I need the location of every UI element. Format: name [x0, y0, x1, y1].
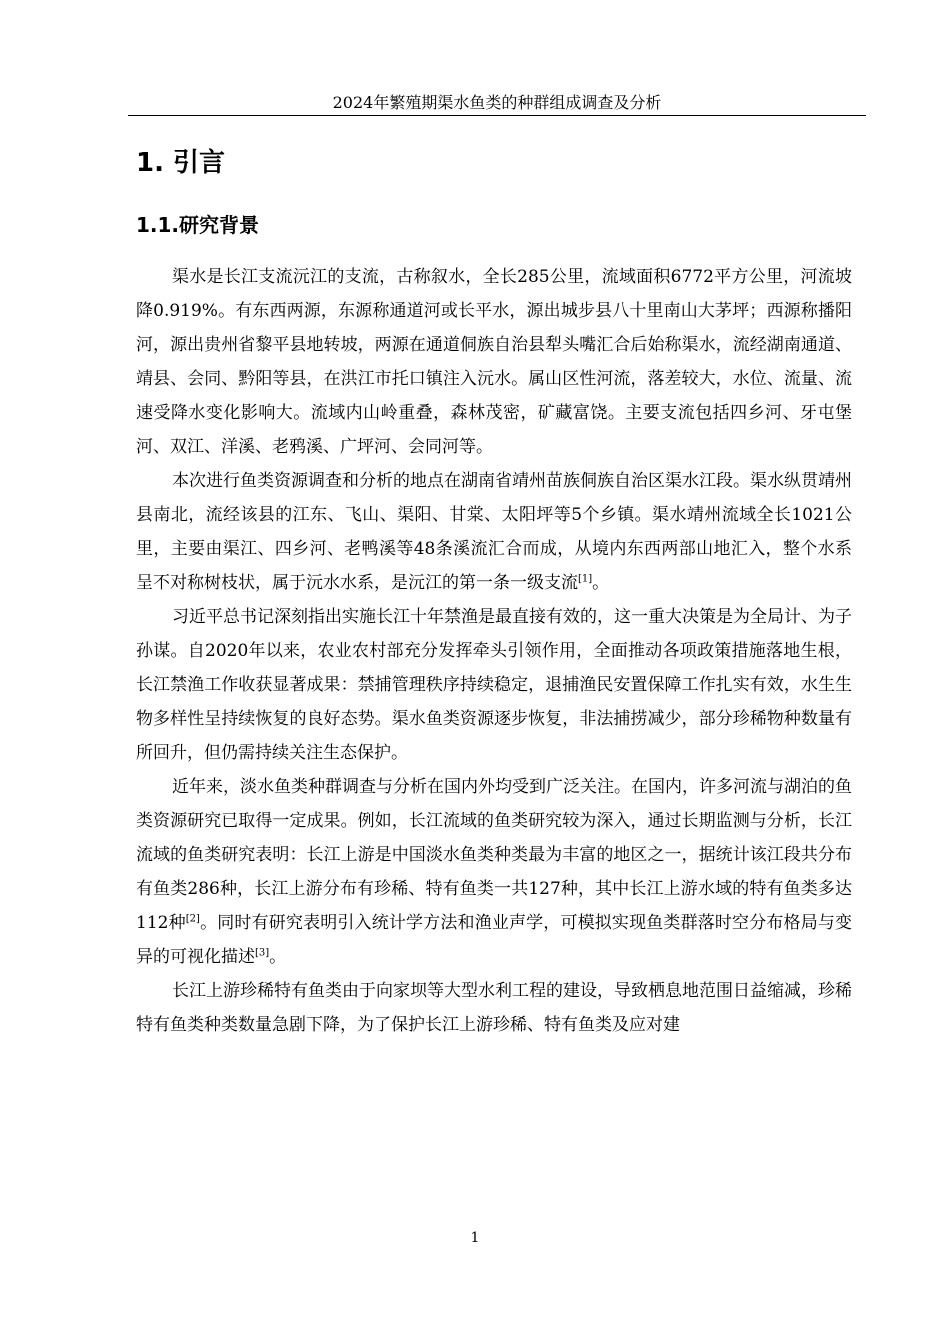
paragraph-text: 长江上游珍稀特有鱼类由于向家坝等大型水利工程的建设，导致栖息地范围日益缩减，珍稀特有鱼类种类数量急剧下降，为了保护长江上游珍稀、特有鱼类及应对建 [136, 981, 852, 1035]
page-number: 1 [470, 1230, 480, 1246]
header-rule [128, 115, 866, 116]
subsection-heading: 1.1.研究背景 [136, 213, 260, 237]
paragraph [136, 600, 852, 770]
paragraph [136, 260, 852, 464]
paragraph [136, 974, 852, 1042]
running-header-title: 2024年繁殖期渠水鱼类的种群组成调查及分析 [332, 93, 662, 112]
citation-ref: [3] [255, 947, 270, 959]
paragraph [136, 770, 852, 974]
section-heading: 1. 引言 [136, 148, 226, 178]
paragraph-text: 渠水是长江支流沅江的支流，古称叙水，全长285公里，流域面积6772平方公里，河流坡降0.919%。有东西两源，东源称通道河或长平水，源出城步县八十里南山大茅坪；西源称播阳河，源出贵州省黎平县地转坡，两源在通道侗族自治县犁头嘴汇合后始称渠水，流经湖南通道、靖县、会同、黔阳等县，在洪江市托口镇注入沅水。属山区性河流，落差较大，水位、流量、流速受降水变化影响大。流域内山岭重叠，森林茂密，矿藏富饶。主要支流包括四乡河、牙屯堡河、双江、洋溪、老鸦溪、广坪河、会同河等。 [136, 267, 852, 457]
paragraph-text: 。 [592, 573, 610, 593]
paragraph-text: 本次进行鱼类资源调查和分析的地点在湖南省靖州苗族侗族自治区渠水江段。渠水纵贯靖州县南北，流经该县的江东、飞山、渠阳、甘棠、太阳坪等5个乡镇。渠水靖州流域全长1021公里，主要由渠江、四乡河、老鸭溪等48条溪流汇合而成，从境内东西两部山地汇入，整个水系呈不对称树枝状，属于沅水水系，是沅江的第一条一级支流 [136, 471, 852, 593]
paragraph [136, 464, 852, 600]
citation-ref: [1] [578, 573, 593, 585]
paragraph-text: 习近平总书记深刻指出实施长江十年禁渔是最直接有效的，这一重大决策是为全局计、为子孙谋。自2020年以来，农业农村部充分发挥牵头引领作用，全面推动各项政策措施落地生根，长江禁渔工作收获显著成果：禁捕管理秩序持续稳定，退捕渔民安置保障工作扎实有效，水生生物多样性呈持续恢复的良好态势。渠水鱼类资源逐步恢复，非法捕捞减少，部分珍稀物种数量有所回升，但仍需持续关注生态保护。 [136, 607, 852, 763]
paragraph-text: 。 [269, 947, 287, 967]
paragraph-text: 近年来，淡水鱼类种群调查与分析在国内外均受到广泛关注。在国内，许多河流与湖泊的鱼类资源研究已取得一定成果。例如，长江流域的鱼类研究较为深入，通过长期监测与分析，长江流域的鱼类研究表明：长江上游是中国淡水鱼类种类最为丰富的地区之一，据统计该江段共分布有鱼类286种，长江上游分布有珍稀、特有鱼类一共127种，其中长江上游水域的特有鱼类多达112种 [136, 777, 852, 933]
body-text [136, 260, 852, 1042]
citation-ref: [2] [185, 913, 200, 925]
paragraph-text: 。同时有研究表明引入统计学方法和渔业声学，可模拟实现鱼类群落时空分布格局与变异的可视化描述 [136, 913, 853, 967]
